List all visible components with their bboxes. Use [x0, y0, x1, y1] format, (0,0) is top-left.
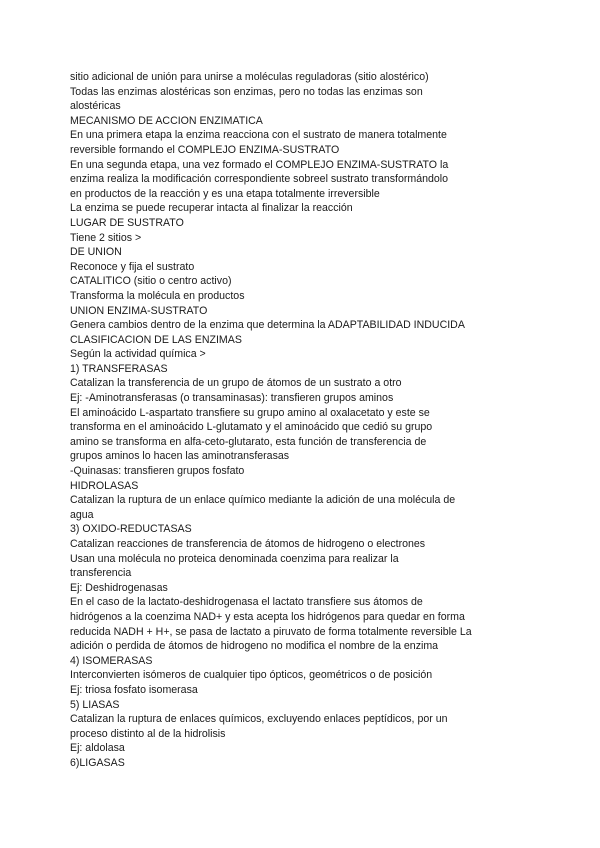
section-heading: CATALITICO (sitio o centro activo)	[70, 275, 232, 288]
text-line: proceso distinto al de la hidrolisis	[70, 727, 226, 740]
text-line: hidrógenos a la coenzima NAD+ y esta acepta los hidrógenos para quedar en forma	[70, 610, 465, 623]
text-line: amino se transforma en alfa-ceto-glutarato, esta función de transferencia de	[70, 435, 427, 448]
text-line: adición o perdida de átomos de hidrogeno no modifica el nombre de la enzima	[70, 640, 439, 653]
text-line: Usan una molécula no proteica denominada coenzima para realizar la	[70, 552, 399, 565]
text-line: Tiene 2 sitios >	[70, 231, 142, 244]
text-line: Catalizan la ruptura de un enlace químico mediante la adición de una molécula de	[70, 494, 456, 507]
text-line: transforma en el aminoácido L-glutamato y el aminoácido que cedió su grupo	[70, 421, 433, 434]
text-line: sitio adicional de unión para unirse a moléculas reguladoras (sitio alostérico)	[70, 71, 429, 83]
section-heading: 6)LIGASAS	[70, 756, 125, 769]
text-line: en productos de la reacción y es una etapa totalmente irreversible	[70, 187, 380, 200]
text-line: En una segunda etapa, una vez formado el COMPLEJO ENZIMA-SUSTRATO la	[70, 158, 449, 171]
text-line: El aminoácido L-aspartato transfiere su grupo amino al oxalacetato y este se	[70, 406, 430, 419]
section-heading: HIDROLASAS	[70, 479, 139, 492]
section-heading: UNION ENZIMA-SUSTRATO	[70, 304, 208, 317]
text-line: Interconvierten isómeros de cualquier tipo ópticos, geométricos o de posición	[70, 669, 433, 682]
text-line: enzima realiza la modificación correspondiente sobreel sustrato transformándolo	[70, 173, 449, 186]
text-line: transferencia	[70, 567, 132, 580]
document-body	[70, 70, 530, 771]
text-line: Según la actividad química >	[70, 348, 206, 361]
section-heading: 4) ISOMERASAS	[70, 654, 153, 667]
text-line: Ej: Deshidrogenasas	[70, 581, 168, 594]
text-line: reversible formando el COMPLEJO ENZIMA-SUSTRATO	[70, 143, 340, 156]
text-line: En una primera etapa la enzima reacciona con el sustrato de manera totalmente	[70, 129, 447, 142]
text-line: reducida NADH + H+, se pasa de lactato a piruvato de forma totalmente reversible La	[70, 625, 472, 638]
text-line: grupos aminos lo hacen las aminotransferasas	[70, 450, 290, 463]
text-line: En el caso de la lactato-deshidrogenasa el lactato transfiere sus átomos de	[70, 596, 423, 609]
text-line: Catalizan reacciones de transferencia de átomos de hidrogeno o electrones	[70, 538, 426, 550]
text-line: Catalizan la ruptura de enlaces químicos, excluyendo enlaces peptídicos, por un	[70, 713, 448, 726]
text-line: Todas las enzimas alostéricas son enzimas, pero no todas las enzimas son	[70, 85, 423, 98]
text-line: Transforma la molécula en productos	[70, 289, 245, 302]
section-heading: LUGAR DE SUSTRATO	[70, 216, 184, 229]
text-line: Genera cambios dentro de la enzima que determina la ADAPTABILIDAD INDUCIDA	[70, 319, 465, 332]
section-heading: CLASIFICACION DE LAS ENZIMAS	[70, 333, 242, 346]
text-line: Ej: aldolasa	[70, 742, 125, 755]
section-heading: MECANISMO DE ACCION ENZIMATICA	[70, 114, 263, 127]
section-heading: 5) LIASAS	[70, 698, 120, 711]
section-heading: DE UNION	[70, 246, 122, 259]
text-line: Catalizan la transferencia de un grupo de átomos de un sustrato a otro	[70, 377, 402, 390]
text-line: Ej: -Aminotransferasas (o transaminasas): transfieren grupos aminos	[70, 392, 394, 405]
text-line: Ej: triosa fosfato isomerasa	[70, 683, 198, 696]
section-heading: 1) TRANSFERASAS	[70, 362, 168, 375]
text-line: Reconoce y fija el sustrato	[70, 260, 195, 273]
text-line: La enzima se puede recuperar intacta al finalizar la reacción	[70, 202, 353, 215]
text-line: -Quinasas: transfieren grupos fosfato	[70, 465, 245, 478]
text-line: alostéricas	[70, 100, 121, 113]
text-line: agua	[70, 508, 94, 521]
section-heading: 3) OXIDO-REDUCTASAS	[70, 523, 192, 536]
